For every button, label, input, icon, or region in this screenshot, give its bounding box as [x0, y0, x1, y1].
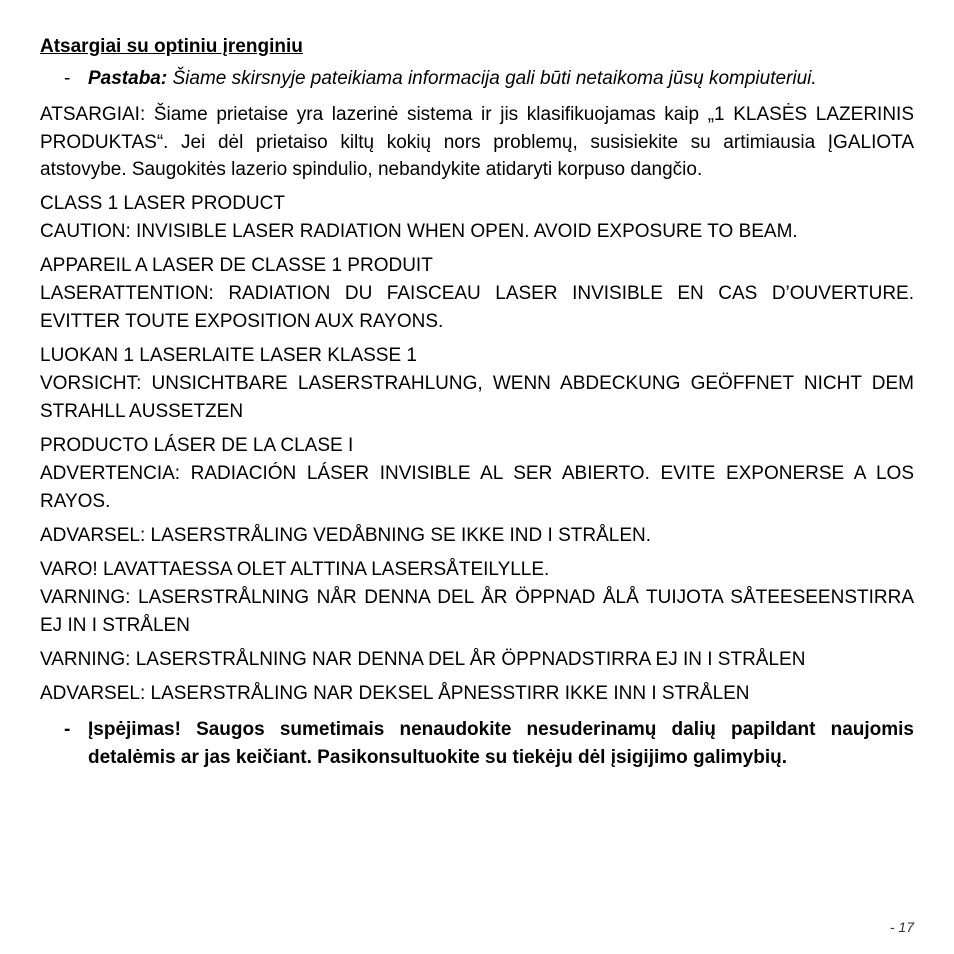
note-item: [40, 65, 914, 93]
laser-block-title: ADVARSEL: LASERSTRÅLING NAR DEKSEL ÅPNESSTIRR IKKE INN I STRÅLEN: [40, 682, 750, 704]
caution-paragraph-lt: ATSARGIAI: Šiame prietaise yra lazerinė sistema ir jis klasifikuojamas kaip „1 KLASĖS LAZERINIS PRODUKTAS“. Jei dėl prietaiso kiltų kokių nors problemų, susisiekite su artimiausia ĮGALIOTA atstovybe. Saugokitės lazerio spindulio, nebandykite atidaryti korpuso dangčio.: [40, 104, 914, 180]
document-page: [40, 34, 914, 772]
laser-block-title: VARO! LAVATTAESSA OLET ALTTINA LASERSÅTEILYLLE.: [40, 558, 550, 580]
warning-text: Įspėjimas! Saugos sumetimais nenaudokite nesuderinamų dalių papildant naujomis detalėmis ar jas keičiant. Pasikonsultuokite su tiekėju dėl įsigijimo galimybių.: [88, 718, 914, 768]
laser-block-text: CAUTION: INVISIBLE LASER RADIATION WHEN OPEN. AVOID EXPOSURE TO BEAM.: [40, 220, 798, 242]
laser-block-no: [40, 680, 914, 708]
laser-block-fr: [40, 252, 914, 336]
laser-block-da: [40, 522, 914, 550]
laser-block-es: [40, 432, 914, 516]
laser-block-title: LUOKAN 1 LASERLAITE LASER KLASSE 1: [40, 344, 418, 366]
laser-block-title: APPAREIL A LASER DE CLASSE 1 PRODUIT: [40, 254, 433, 276]
note-text: Šiame skirsnyje pateikiama informacija gali būti netaikoma jūsų kompiuteriui.: [167, 68, 817, 89]
laser-block-de: [40, 342, 914, 426]
warning-item: [40, 716, 914, 772]
note-dash: -: [64, 68, 71, 89]
laser-block-text: ADVERTENCIA: RADIACIÓN LÁSER INVISIBLE AL SER ABIERTO. EVITE EXPONERSE A LOS RAYOS.: [40, 462, 914, 512]
laser-block-en: [40, 190, 914, 246]
laser-block-title: PRODUCTO LÁSER DE LA CLASE I: [40, 434, 354, 456]
note-body: [88, 65, 914, 93]
warning-dash: -: [64, 718, 71, 740]
laser-block-text: VORSICHT: UNSICHTBARE LASERSTRAHLUNG, WENN ABDECKUNG GEÖFFNET NICHT DEM STRAHLL AUSSETZEN: [40, 372, 914, 422]
laser-block-title: VARNING: LASERSTRÅLNING NAR DENNA DEL ÅR ÖPPNADSTIRRA EJ IN I STRÅLEN: [40, 648, 806, 670]
laser-block-fi-sv: [40, 556, 914, 640]
laser-block-title: CLASS 1 LASER PRODUCT: [40, 192, 285, 214]
laser-block-text: VARNING: LASERSTRÅLNING NÅR DENNA DEL ÅR ÖPPNAD ÅLÅ TUIJOTA SÅTEESEENSTIRRA EJ IN I STRÅLEN: [40, 586, 914, 636]
laser-block-text: LASERATTENTION: RADIATION DU FAISCEAU LASER INVISIBLE EN CAS D’OUVERTURE. EVITTER TOUTE EXPOSITION AUX RAYONS.: [40, 282, 914, 332]
page-number: - 17: [889, 919, 914, 935]
laser-block-sv: [40, 646, 914, 674]
laser-block-title: ADVARSEL: LASERSTRÅLING VEDÅBNING SE IKKE IND I STRÅLEN.: [40, 524, 651, 546]
section-heading: Atsargiai su optiniu įrenginiu: [40, 36, 303, 57]
note-label: Pastaba:: [88, 68, 168, 89]
